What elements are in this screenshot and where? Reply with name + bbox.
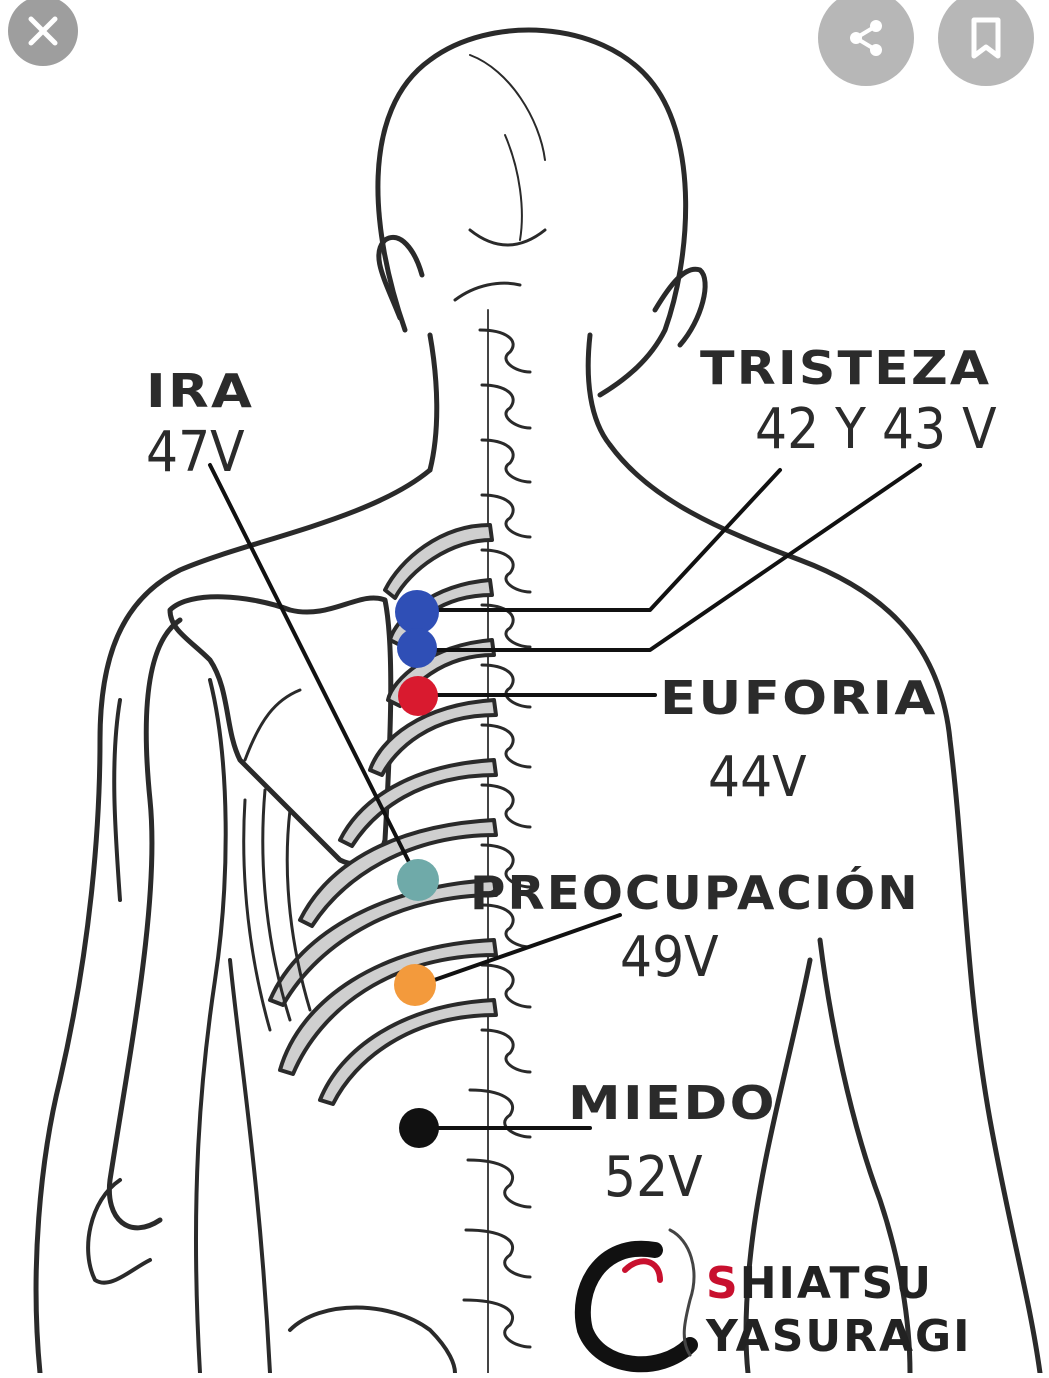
bookmark-icon [964, 14, 1008, 62]
point-miedo-52v [399, 1108, 439, 1148]
label-miedo-name: MIEDO [568, 1076, 777, 1130]
point-preocupacion-49v [394, 964, 436, 1006]
point-euforia-44v [398, 676, 438, 716]
label-euforia-code: 44V [708, 745, 807, 810]
label-preocupacion-name: PREOCUPACIÓN [470, 866, 920, 920]
label-tristeza-code: 42 Y 43 V [755, 397, 997, 462]
brand-line2-initial: Y [706, 1311, 736, 1362]
brand-line1-initial: S [706, 1258, 740, 1309]
label-miedo-code: 52V [604, 1145, 703, 1210]
close-icon [23, 11, 63, 51]
label-ira-name: IRA [146, 364, 255, 418]
label-euforia-name: EUFORIA [660, 671, 938, 725]
label-tristeza-name: TRISTEZA [700, 341, 992, 395]
brand-line2-rest: ASURAGI [735, 1311, 972, 1362]
point-tristeza-42v [395, 590, 439, 634]
brand-name-line2 [706, 1311, 972, 1362]
point-tristeza-43v [397, 628, 437, 668]
brand-logo [583, 1230, 694, 1364]
brand-name-line1 [706, 1258, 933, 1309]
share-icon [842, 14, 890, 62]
point-ira-47v [397, 859, 439, 901]
label-ira-code: 47V [146, 420, 245, 485]
brand-line1-rest: HIATSU [739, 1258, 933, 1309]
label-preocupacion-code: 49V [620, 925, 719, 990]
